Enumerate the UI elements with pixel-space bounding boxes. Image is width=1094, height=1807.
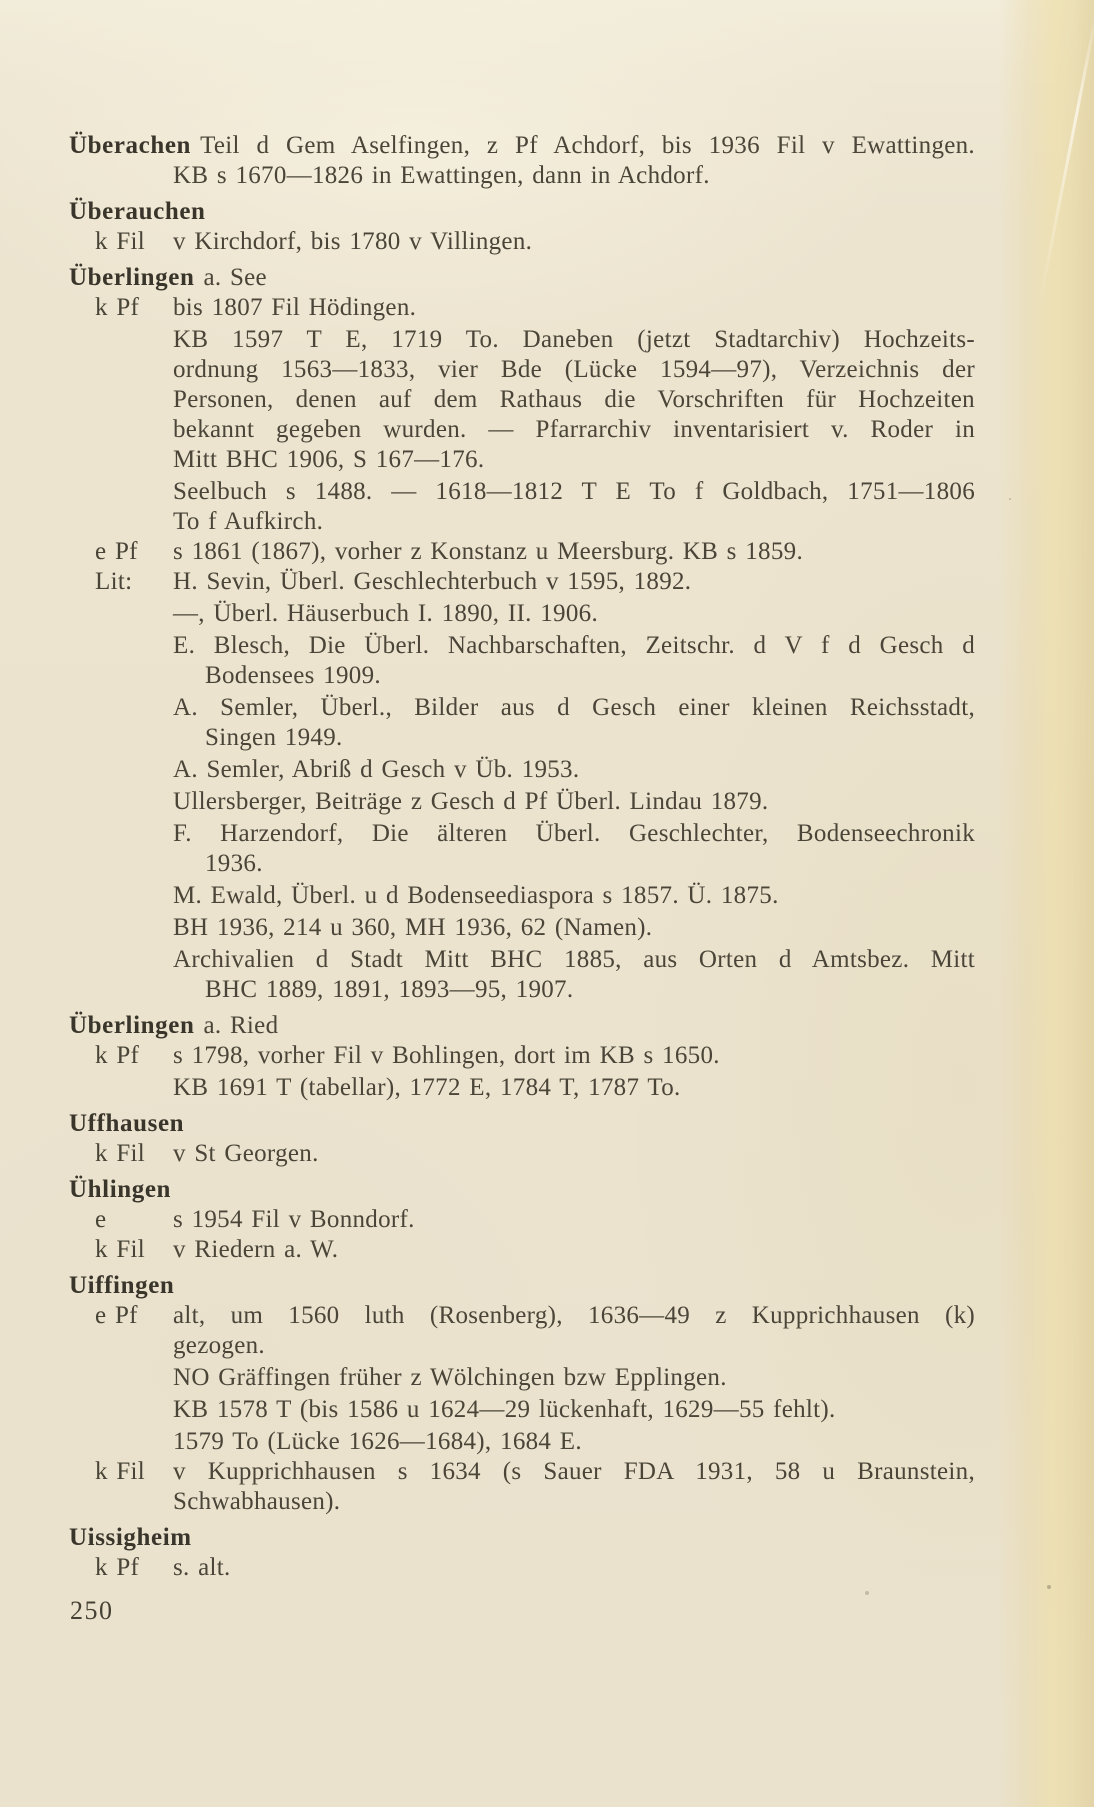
paragraph xyxy=(173,945,975,1005)
text-line: s. alt. xyxy=(173,1554,231,1581)
entry-headline xyxy=(69,131,975,161)
entry-row xyxy=(95,161,975,191)
text-line: Singen 1949. xyxy=(205,724,343,751)
entry-rows xyxy=(69,227,975,257)
entry-headword: Überauchen xyxy=(69,198,206,225)
text-line: M. Ewald, Überl. u d Bodenseediaspora s 1857. Ü. 1875. xyxy=(173,882,779,909)
entry xyxy=(69,1271,975,1517)
text-line: s 1798, vorher Fil v Bohlingen, dort im KB s 1650. xyxy=(173,1042,720,1069)
text-line: Seelbuch s 1488. — 1618—1812 T E To f Goldbach, 1751—1806 xyxy=(173,478,975,505)
entry-row xyxy=(95,1553,975,1583)
paragraph xyxy=(173,1457,975,1517)
entry-row xyxy=(95,1301,975,1457)
paragraph xyxy=(173,293,975,323)
entry-rows xyxy=(69,1553,975,1583)
entry-content xyxy=(173,1139,975,1169)
text-line: bekannt gegeben wurden. — Pfarrarchiv inventarisiert v. Roder in xyxy=(173,416,975,443)
entry-rows xyxy=(69,1041,975,1103)
entry-content xyxy=(173,1457,975,1517)
entry-headline xyxy=(69,1523,975,1553)
entry-rows xyxy=(69,161,975,191)
entry xyxy=(69,1109,975,1169)
paragraph xyxy=(173,1395,975,1425)
entry-headword: Uissigheim xyxy=(69,1524,192,1551)
entry-label: k Pf xyxy=(95,1042,140,1069)
entry-label: k Fil xyxy=(95,1140,146,1167)
entry-headword: Überachen xyxy=(69,132,192,159)
entry-row xyxy=(95,1041,975,1103)
paragraph xyxy=(173,881,975,911)
entry-headword-suffix: a. Ried xyxy=(203,1012,279,1039)
entry-label: Lit: xyxy=(95,568,133,595)
text-line: Archivalien d Stadt Mitt BHC 1885, aus Orten d Amtsbez. Mitt xyxy=(173,946,975,973)
entry xyxy=(69,263,975,1005)
paragraph xyxy=(173,599,975,629)
text-line: Mitt BHC 1906, S 167—176. xyxy=(173,446,485,473)
entry-content xyxy=(173,1235,975,1265)
text-line: s 1954 Fil v Bonndorf. xyxy=(173,1206,415,1233)
entry xyxy=(69,1011,975,1103)
text-line: ordnung 1563—1833, vier Bde (Lücke 1594—97), Verzeichnis der xyxy=(173,356,975,383)
entry-row xyxy=(95,1139,975,1169)
entry-row xyxy=(95,537,975,567)
paragraph xyxy=(173,1363,975,1393)
text-line: —, Überl. Häuserbuch I. 1890, II. 1906. xyxy=(173,600,598,627)
entry-label: e Pf xyxy=(95,538,138,565)
paragraph xyxy=(173,477,975,537)
entry-content xyxy=(173,537,975,567)
text-line: BH 1936, 214 u 360, MH 1936, 62 (Namen). xyxy=(173,914,653,941)
paragraph xyxy=(173,567,975,597)
entry xyxy=(69,131,975,191)
entry-content xyxy=(173,293,975,537)
entry-row xyxy=(95,1235,975,1265)
page-gutter-shading xyxy=(998,0,1094,1807)
text-line: Ullersberger, Beiträge z Gesch d Pf Überl. Lindau 1879. xyxy=(173,788,769,815)
paragraph xyxy=(173,913,975,943)
text-line: Bodensees 1909. xyxy=(205,662,381,689)
paragraph xyxy=(173,631,975,691)
text-line: A. Semler, Abriß d Gesch v Üb. 1953. xyxy=(173,756,580,783)
text-line: bis 1807 Fil Hödingen. xyxy=(173,294,417,321)
entry-headword: Uiffingen xyxy=(69,1272,175,1299)
entry-headword: Uffhausen xyxy=(69,1110,185,1137)
paragraph xyxy=(173,1235,975,1265)
entry-rows xyxy=(69,1205,975,1265)
paragraph xyxy=(173,537,975,567)
entry xyxy=(69,197,975,257)
entry xyxy=(69,1523,975,1583)
paragraph xyxy=(173,161,975,191)
entry-headline xyxy=(69,1175,975,1205)
text-line: KB s 1670—1826 in Ewattingen, dann in Achdorf. xyxy=(173,162,710,189)
text-line: H. Sevin, Überl. Geschlechterbuch v 1595, 1892. xyxy=(173,568,692,595)
text-line: alt, um 1560 luth (Rosenberg), 1636—49 z Kupprichhausen (k) xyxy=(173,1302,975,1329)
entry-inline-text: Teil d Gem Aselfingen, z Pf Achdorf, bis 1936 Fil v Ewattingen. xyxy=(200,132,975,159)
text-line: v Riedern a. W. xyxy=(173,1236,339,1263)
text-line: KB 1691 T (tabellar), 1772 E, 1784 T, 1787 To. xyxy=(173,1074,681,1101)
entry-headword: Überlingen xyxy=(69,264,195,291)
entry-headword: Ühlingen xyxy=(69,1176,172,1203)
paragraph xyxy=(173,1301,975,1361)
entry-row xyxy=(95,227,975,257)
text-line: Schwabhausen). xyxy=(173,1488,341,1515)
entry-row xyxy=(95,1457,975,1517)
text-line: To f Aufkirch. xyxy=(173,508,324,535)
page-number: 250 xyxy=(70,1596,114,1625)
paragraph xyxy=(173,787,975,817)
paragraph xyxy=(173,1073,975,1103)
entry-headline xyxy=(69,197,975,227)
entry-headword: Überlingen xyxy=(69,1012,195,1039)
paragraph xyxy=(173,755,975,785)
entry xyxy=(69,1175,975,1265)
entry-headword-suffix: a. See xyxy=(203,264,267,291)
entries xyxy=(69,131,975,1583)
paragraph xyxy=(173,325,975,475)
entry-label: k Pf xyxy=(95,294,140,321)
paper-specks xyxy=(0,0,2,2)
text-line: v Kupprichhausen s 1634 (s Sauer FDA 1931, 58 u Braunstein, xyxy=(173,1458,975,1485)
entry-content xyxy=(173,567,975,1005)
paragraph xyxy=(173,693,975,753)
paragraph xyxy=(173,227,975,257)
text-line: s 1861 (1867), vorher z Konstanz u Meersburg. KB s 1859. xyxy=(173,538,803,565)
text-line: 1936. xyxy=(205,850,263,877)
text-line: NO Gräffingen früher z Wölchingen bzw Epplingen. xyxy=(173,1364,727,1391)
entry-content xyxy=(173,1205,975,1235)
paragraph xyxy=(173,1139,975,1169)
text-line: Personen, denen auf dem Rathaus die Vorschriften für Hochzeiten xyxy=(173,386,975,413)
entry-headline xyxy=(69,1109,975,1139)
entry-content xyxy=(173,1041,975,1103)
paragraph xyxy=(173,1553,975,1583)
entry-headline xyxy=(69,263,975,293)
text-line: 1579 To (Lücke 1626—1684), 1684 E. xyxy=(173,1428,582,1455)
entry-content xyxy=(173,227,975,257)
entry-label: k Fil xyxy=(95,228,146,255)
entry-row xyxy=(95,1205,975,1235)
text-line: KB 1578 T (bis 1586 u 1624—29 lückenhaft, 1629—55 fehlt). xyxy=(173,1396,836,1423)
paragraph xyxy=(173,1427,975,1457)
entry-label: k Fil xyxy=(95,1458,146,1485)
entry-row xyxy=(95,567,975,1005)
paragraph xyxy=(173,1205,975,1235)
text-line: v St Georgen. xyxy=(173,1140,319,1167)
paragraph xyxy=(173,1041,975,1071)
entry-headline xyxy=(69,1011,975,1041)
entry-label: e Pf xyxy=(95,1302,138,1329)
entry-content xyxy=(173,161,975,191)
text-line: BHC 1889, 1891, 1893—95, 1907. xyxy=(205,976,574,1003)
entry-content xyxy=(173,1553,975,1583)
entry-rows xyxy=(69,1301,975,1517)
paragraph xyxy=(173,819,975,879)
entry-row xyxy=(95,293,975,537)
text-line: gezogen. xyxy=(173,1332,265,1359)
entry-content xyxy=(173,1301,975,1457)
entry-label: k Fil xyxy=(95,1236,146,1263)
text-line: KB 1597 T E, 1719 To. Daneben (jetzt Stadtarchiv) Hochzeits- xyxy=(173,326,975,353)
entry-label: e xyxy=(95,1206,107,1233)
text-line: F. Harzendorf, Die älteren Überl. Geschlechter, Bodenseechronik xyxy=(173,820,975,847)
entry-rows xyxy=(69,293,975,1005)
text-line: A. Semler, Überl., Bilder aus d Gesch einer kleinen Reichsstadt, xyxy=(173,694,975,721)
entry-label: k Pf xyxy=(95,1554,140,1581)
text-line: E. Blesch, Die Überl. Nachbarschaften, Zeitschr. d V f d Gesch d xyxy=(173,632,975,659)
text-line: v Kirchdorf, bis 1780 v Villingen. xyxy=(173,228,533,255)
entry-rows xyxy=(69,1139,975,1169)
entry-headline xyxy=(69,1271,975,1301)
page-crease xyxy=(1038,8,1094,303)
